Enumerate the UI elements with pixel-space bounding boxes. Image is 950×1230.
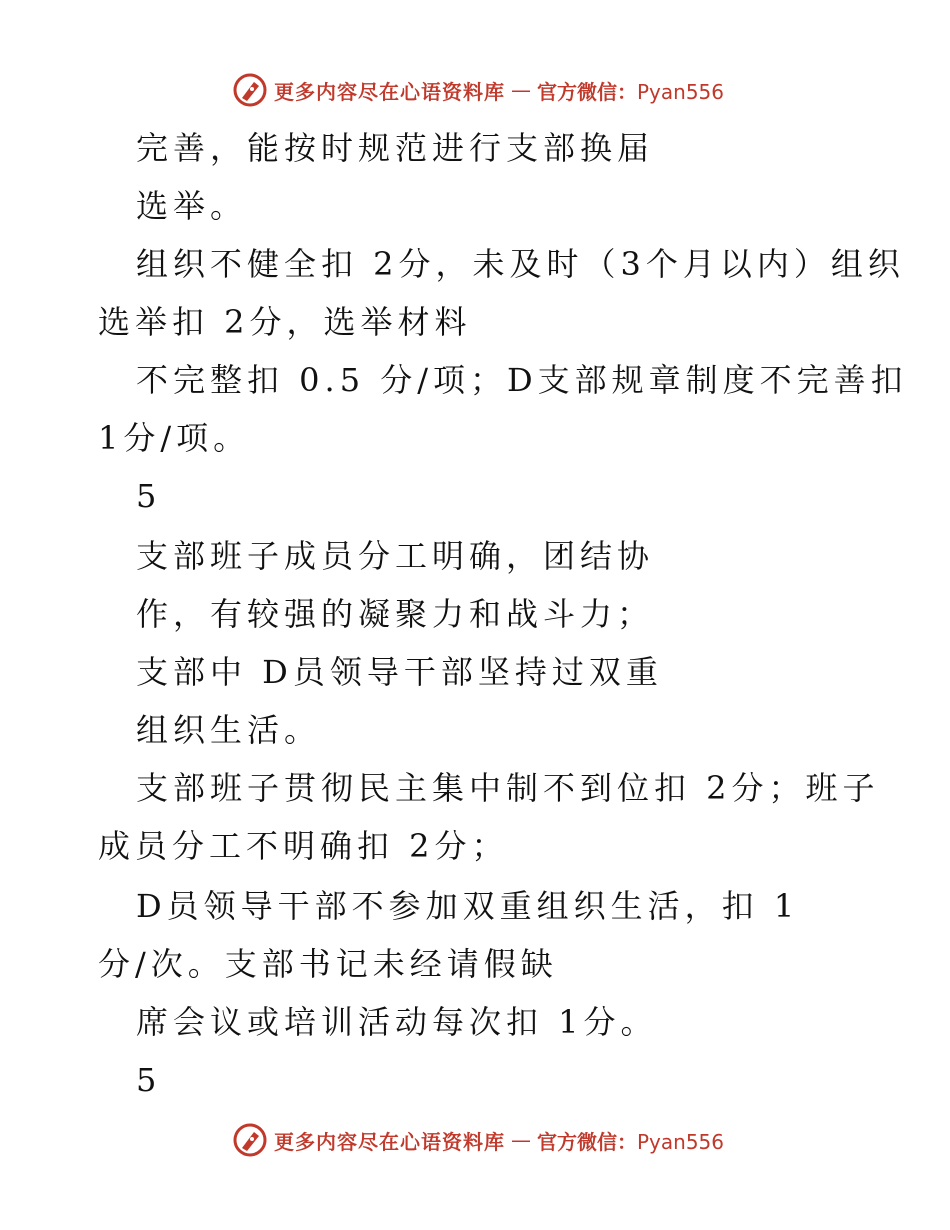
header-wechat	[537, 76, 724, 105]
text-line: 分/次。支部书记未经请假缺	[98, 945, 558, 983]
header-wechat-id: Pyan556	[637, 79, 725, 104]
footer-brand-text: 更多内容尽在心语资料库	[274, 1129, 505, 1154]
text-line: 支部班子成员分工明确，团结协	[136, 537, 655, 575]
text-line: 1分/项。	[98, 419, 251, 457]
header-banner	[232, 70, 724, 110]
text-line: 席会议或培训活动每次扣 1分。	[136, 1003, 658, 1041]
header-separator: —	[511, 78, 531, 102]
text-line: 选举扣 2分，选举材料	[98, 303, 472, 341]
text-line: 完善，能按时规范进行支部换届	[136, 129, 655, 167]
text-line: 5	[136, 477, 162, 515]
text-line: 作，有较强的凝聚力和战斗力；	[136, 595, 655, 633]
header-wechat-label: 官方微信：	[537, 79, 637, 104]
text-line: 组织生活。	[136, 711, 322, 749]
text-line: 不完整扣 0.5 分/项；D支部规章制度不完善扣	[136, 361, 908, 399]
text-line: 选举。	[136, 187, 248, 225]
footer-wechat-id: Pyan556	[637, 1129, 725, 1154]
text-line: 5	[136, 1061, 162, 1099]
footer-wechat-label: 官方微信：	[537, 1129, 637, 1154]
text-line: D员领导干部不参加双重组织生活，扣 1	[136, 887, 800, 925]
text-line: 组织不健全扣 2分，未及时（3个月以内）组织	[136, 245, 905, 283]
header-brand-text: 更多内容尽在心语资料库	[274, 79, 505, 104]
footer-banner	[232, 1120, 724, 1160]
pen-nib-logo-icon	[232, 72, 268, 108]
text-line: 成员分工不明确扣 2分；	[98, 827, 509, 865]
pen-nib-logo-icon	[232, 1122, 268, 1158]
footer-wechat	[537, 1126, 724, 1155]
footer-separator: —	[511, 1128, 531, 1152]
text-line: 支部中 D员领导干部坚持过双重	[136, 653, 663, 691]
text-line: 支部班子贯彻民主集中制不到位扣 2分；班子	[136, 769, 880, 807]
